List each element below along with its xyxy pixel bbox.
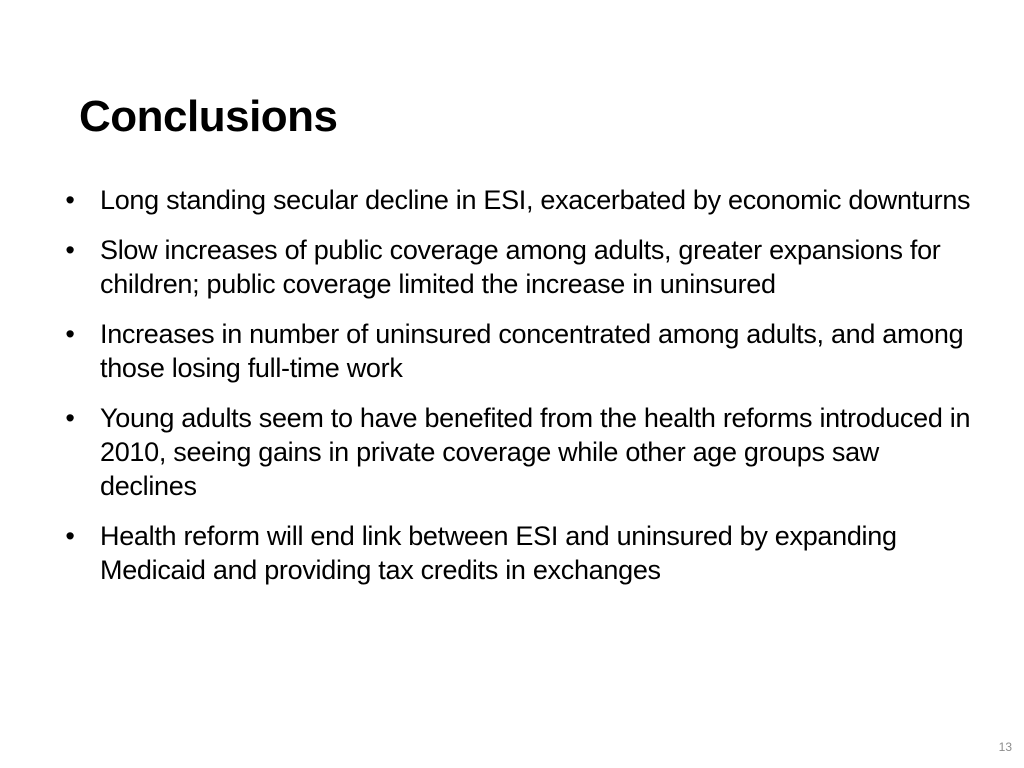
bullet-text: Long standing secular decline in ESI, exacerbated by economic downturns bbox=[100, 185, 971, 215]
page-number: 13 bbox=[998, 740, 1012, 754]
bullet-list bbox=[58, 183, 978, 603]
bullet-text: Slow increases of public coverage among adults, greater expansions for children; public coverage limited the increase in uninsured bbox=[100, 235, 941, 299]
bullet-icon: • bbox=[65, 235, 75, 265]
bullet-icon: • bbox=[65, 403, 75, 433]
bullet-icon: • bbox=[65, 521, 75, 551]
bullet-item bbox=[58, 233, 978, 301]
bullet-item bbox=[58, 183, 978, 217]
bullet-text: Increases in number of uninsured concentrated among adults, and among those losing full-time work bbox=[100, 319, 964, 383]
bullet-icon: • bbox=[65, 319, 75, 349]
bullet-item bbox=[58, 317, 978, 385]
bullet-text: Young adults seem to have benefited from the health reforms introduced in 2010, seeing gains in private coverage while other age groups saw declines bbox=[100, 403, 971, 501]
bullet-icon: • bbox=[65, 185, 75, 215]
bullet-text: Health reform will end link between ESI and uninsured by expanding Medicaid and providing tax credits in exchanges bbox=[100, 521, 897, 585]
bullet-item bbox=[58, 519, 978, 587]
bullet-item bbox=[58, 401, 978, 503]
slide-title: Conclusions bbox=[79, 92, 338, 141]
